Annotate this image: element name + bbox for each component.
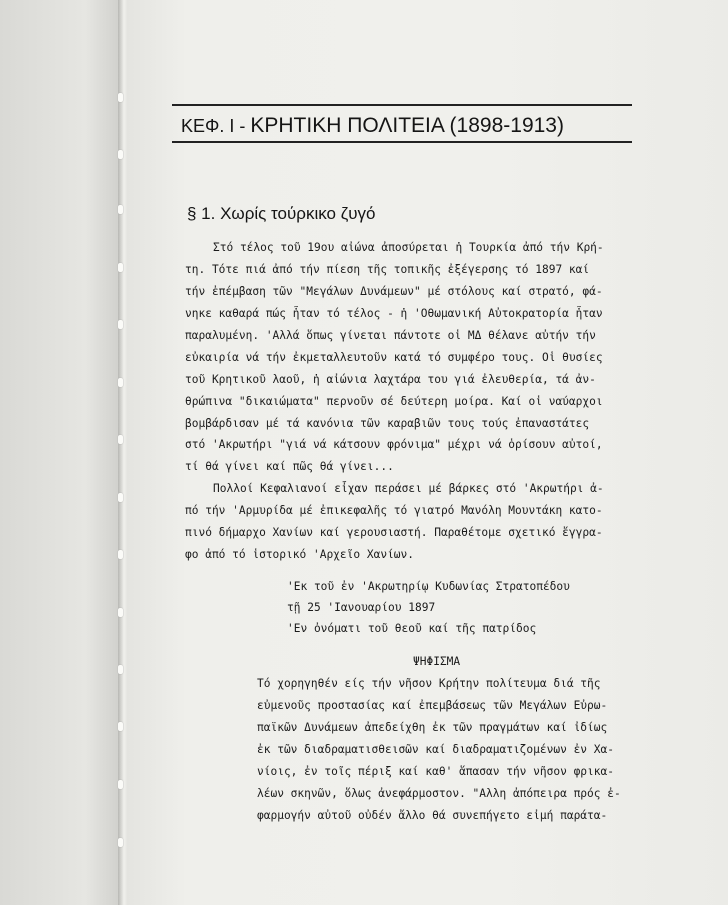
document-header-line: τῇ 25 'Ιανουαρίου 1897	[287, 601, 436, 614]
body-line: παραλυμένη. 'Αλλά ὅπως γίνεται πάντοτε οἱ ΜΔ θέλανε αὐτήν τήν	[185, 329, 596, 342]
document-line: λέων σκηνῶν, ὅλως ἀνεφάρμοστον. "Αλλη ἀπόπειρα πρός ἐ-	[257, 787, 621, 800]
document-line: φαρμογήν αὐτοῦ οὐδέν ἄλλο θά συνεπήγετο εἰμή παράτα-	[257, 809, 608, 822]
body-line: τη. Τότε πιά ἀπό τήν πίεση τῆς τοπικῆς ἐξέγερσης τό 1897 καί	[185, 263, 590, 276]
document-line: νίοις, ἐν τοῖς πέριξ καί καθ' ἅπασαν τήν νῆσον φρικα-	[257, 765, 614, 778]
binding-hole	[118, 780, 123, 789]
body-line: Στό τέλος τοῦ 19ου αἰώνα ἀποσύρεται ἡ Τουρκία ἀπό τήν Κρή-	[213, 241, 604, 254]
chapter-rule-bottom	[172, 141, 632, 143]
body-line: τί θά γίνει καί πῶς θά γίνει...	[185, 460, 394, 473]
binding-hole	[118, 550, 123, 559]
binding-hole	[118, 838, 123, 847]
body-line: στό 'Ακρωτήρι "γιά νά κάτσουν φρόνιμα" μέχρι νά ὁρίσουν αὐτοί,	[185, 438, 603, 451]
document-line: παϊκῶν Δυνάμεων ἀπεδείχθη ἐκ τῶν πραγμάτων καί ἰδίως	[257, 721, 608, 734]
document-line: εὐμενοῦς προστασίας καί ἐπεμβάσεως τῶν Μεγάλων Εὐρω-	[257, 699, 608, 712]
body-line: Πολλοί Κεφαλιανοί εἶχαν περάσει μέ βάρκες στό 'Ακρωτήρι ἀ-	[213, 482, 604, 495]
binding-hole	[118, 608, 123, 617]
chapter-title: ΚΡΗΤΙΚΗ ΠΟΛΙΤΕΙΑ (1898-1913)	[250, 114, 564, 137]
body-line: τήν ἐπέμβαση τῶν "Μεγάλων Δυνάμεων" μέ στόλους καί στρατό, φά-	[185, 285, 603, 298]
body-line: νηκε καθαρά πώς ἦταν τό τέλος - ἡ 'Οθωμανική Αὐτοκρατορία ἦταν	[185, 307, 603, 320]
body-line: πό τήν 'Αρμυρίδα μέ ἐπικεφαλῆς τό γιατρό Μανόλη Μουντάκη κατο-	[185, 504, 603, 517]
binding-hole	[118, 320, 123, 329]
facing-page	[0, 0, 122, 905]
binding-hole	[118, 378, 123, 387]
binding-hole	[118, 263, 123, 272]
body-line: φο ἀπό τό ἱστορικό 'Αρχεῖο Χανίων.	[185, 548, 415, 561]
binding-hole	[118, 435, 123, 444]
chapter-rule-top	[172, 104, 632, 106]
binding-hole	[118, 665, 123, 674]
document-line: Τό χορηγηθέν είς τήν νῆσον Κρήτην πολίτευμα διά τῆς	[257, 677, 601, 690]
section-heading: § 1. Χωρίς τούρκικο ζυγό	[187, 204, 376, 223]
binding-hole	[118, 150, 123, 159]
body-line: τοῦ Κρητικοῦ λαοῦ, ἡ αἰώνια λαχτάρα του γιά ἐλευθερία, τά ἀν-	[185, 373, 596, 386]
document-title: ΨΗΦΙΣΜΑ	[413, 655, 461, 668]
document-header-line: 'Εκ τοῦ ἐν 'Ακρωτηρίῳ Κυδωνίας Στρατοπέδου	[287, 580, 570, 593]
body-line: θρώπινα "δικαιώματα" περνοῦν σέ δεύτερη μοίρα. Καί οἱ ναύαρχοι	[185, 395, 603, 408]
document-header-line: 'Εν ὀνόματι τοῦ θεοῦ καί τῆς πατρίδος	[287, 622, 537, 635]
binding-hole	[118, 205, 123, 214]
binding-hole	[118, 722, 123, 731]
document-line: ἐκ τῶν διαδραματισθεισῶν καί διαδραματιζομένων ἐν Χα-	[257, 743, 614, 756]
binding-spine	[118, 0, 128, 905]
chapter-heading	[181, 114, 631, 138]
body-line: εὐκαιρία νά τήν ἐκμεταλλευτοῦν κατά τό συμφέρο τους. Οἱ θυσίες	[185, 351, 603, 364]
chapter-number: ΚΕΦ. Ι -	[181, 116, 251, 136]
body-line: πινό δήμαρχο Χανίων καί γερουσιαστή. Παραθέτομε σχετικό ἔγγρα-	[185, 526, 603, 539]
binding-hole	[118, 93, 123, 102]
binding-hole	[118, 493, 123, 502]
body-line: βομβάρδισαν μέ τά κανόνια τῶν καραβιῶν τους τούς ἐπαναστάτες	[185, 417, 590, 430]
